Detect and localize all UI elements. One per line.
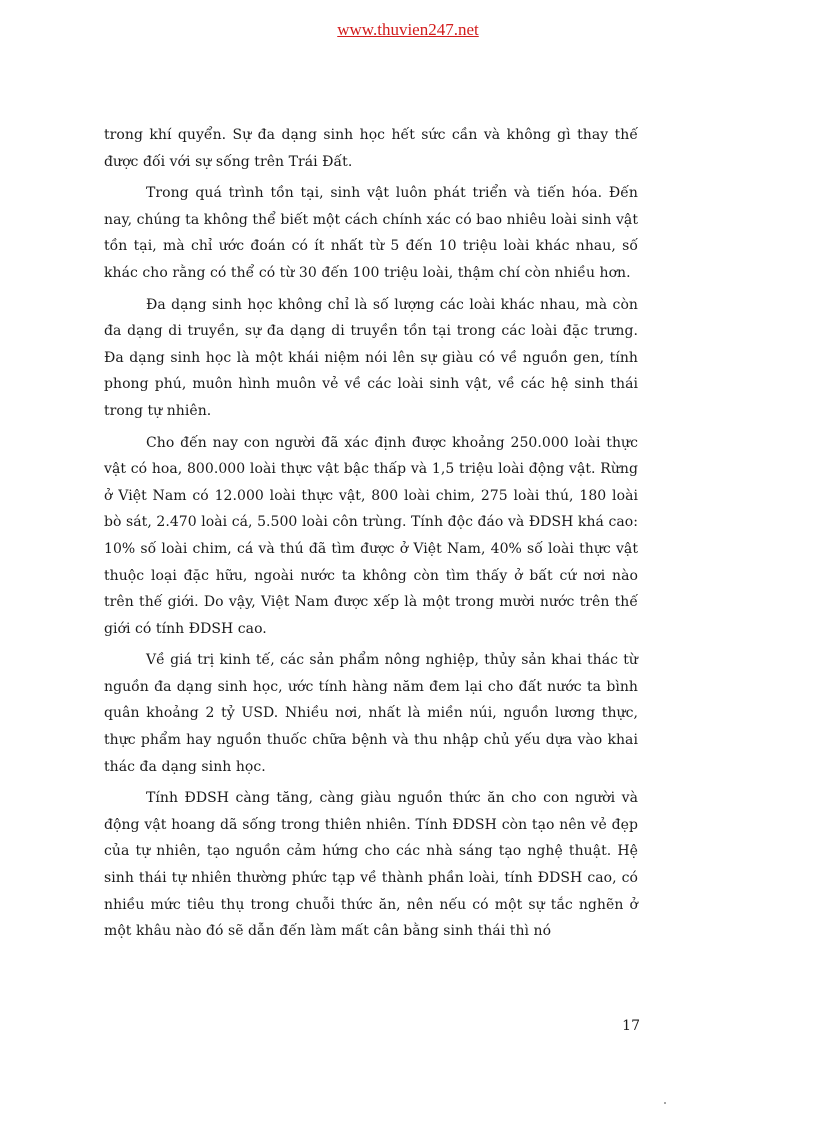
paragraph-economic-value: Về giá trị kinh tế, các sản phẩm nông nghiệp, thủy sản khai thác từ nguồn đa dạng sinh học, ước tính hàng năm đem lại cho đất nước ta bình quân khoảng 2 tỷ USD. Nhiều nơi, nhất là miền núi, nguồn lương thực, thực phẩm hay nguồn thuốc chữa bệnh và thu nhập chủ yếu dựa vào khai thác đa dạng sinh học.	[104, 652, 638, 775]
page-body	[104, 122, 638, 950]
paragraph-species-count: Trong quá trình tồn tại, sinh vật luôn phát triển và tiến hóa. Đến nay, chúng ta không thể biết một cách chính xác có bao nhiêu loài sinh vật tồn tại, mà chỉ ước đoán có ít nhất từ 5 đến 10 triệu loài khác nhau, số khác cho rằng có thể có từ 30 đến 100 triệu loài, thậm chí còn nhiều hơn.	[104, 185, 638, 281]
paragraph-vietnam-species: Cho đến nay con người đã xác định được khoảng 250.000 loài thực vật có hoa, 800.000 loài thực vật bậc thấp và 1,5 triệu loài động vật. Rừng ở Việt Nam có 12.000 loài thực vật, 800 loài chim, 275 loài thú, 180 loài bò sát, 2.470 loài cá, 5.500 loài côn trùng. Tính độc đáo và ĐDSH khá cao: 10% số loài chim, cá và thú đã tìm được ở Việt Nam, 40% số loài thực vật thuộc loại đặc hữu, ngoài nước ta không còn tìm thấy ở bất cứ nơi nào trên thế giới. Do vậy, Việt Nam được xếp là một trong mười nước trên thế giới có tính ĐDSH cao.	[104, 434, 638, 637]
website-link[interactable]: www.thuvien247.net	[337, 20, 479, 39]
paragraph-biodiversity-definition: Đa dạng sinh học không chỉ là số lượng các loài khác nhau, mà còn đa dạng di truyền, sự đa dạng di truyền tồn tại trong các loài đặc trưng. Đa dạng sinh học là một khái niệm nói lên sự giàu có về nguồn gen, tính phong phú, muôn hình muôn vẻ về các loài sinh vật, về các hệ sinh thái trong tự nhiên.	[104, 296, 638, 419]
paragraph-ecosystem: Tính ĐDSH càng tăng, càng giàu nguồn thức ăn cho con người và động vật hoang dã sống trong thiên nhiên. Tính ĐDSH còn tạo nên vẻ đẹp của tự nhiên, tạo nguồn cảm hứng cho các nhà sáng tạo nghệ thuật. Hệ sinh thái tự nhiên thường phức tạp về thành phần loài, tính ĐDSH cao, có nhiều mức tiêu thụ trong chuỗi thức ăn, nên nếu có một sự tắc nghẽn ở một khâu nào đó sẽ dẫn đến làm mất cân bằng sinh thái thì nó	[104, 790, 638, 940]
page-number: 17	[622, 1018, 640, 1034]
scan-speck	[664, 1102, 666, 1104]
paragraph-continuation: trong khí quyển. Sự đa dạng sinh học hết sức cần và không gì thay thế được đối với sự sống trên Trái Đất.	[104, 127, 638, 170]
